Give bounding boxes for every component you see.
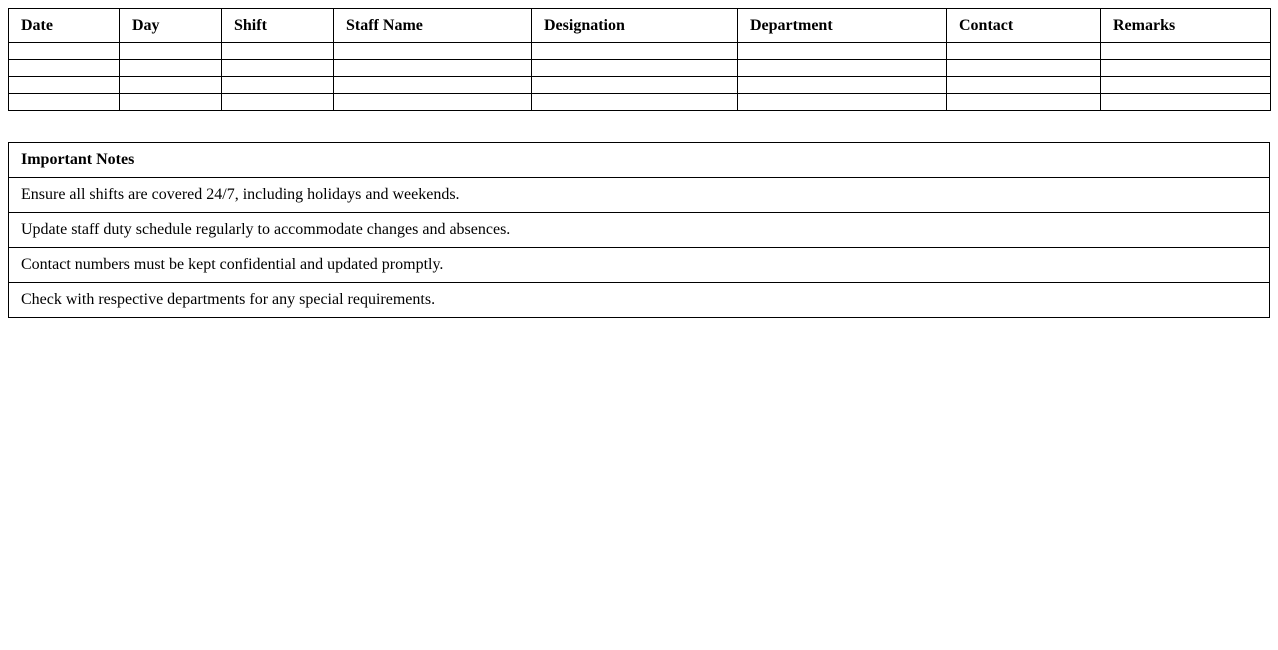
note-row [9, 283, 1270, 318]
table-row [9, 43, 1271, 60]
table-cell [1101, 43, 1271, 60]
table-cell [120, 94, 222, 111]
table-cell [9, 94, 120, 111]
note-item: Ensure all shifts are covered 24/7, including holidays and weekends. [9, 178, 1270, 213]
table-cell [334, 77, 532, 94]
table-row [9, 60, 1271, 77]
table-cell [120, 43, 222, 60]
table-cell [9, 60, 120, 77]
column-header-designation: Designation [532, 9, 738, 43]
table-cell [334, 43, 532, 60]
column-header-date: Date [9, 9, 120, 43]
table-cell [947, 60, 1101, 77]
column-header-staff-name: Staff Name [334, 9, 532, 43]
table-cell [222, 77, 334, 94]
column-header-remarks: Remarks [1101, 9, 1271, 43]
column-header-contact: Contact [947, 9, 1101, 43]
note-row [9, 213, 1270, 248]
table-cell [1101, 94, 1271, 111]
note-row [9, 248, 1270, 283]
staff-duty-schedule-table [8, 8, 1271, 111]
table-row [9, 94, 1271, 111]
table-cell [532, 77, 738, 94]
table-cell [738, 77, 947, 94]
note-item: Update staff duty schedule regularly to accommodate changes and absences. [9, 213, 1270, 248]
table-cell [222, 60, 334, 77]
table-cell [532, 60, 738, 77]
table-cell [334, 60, 532, 77]
table-header-row [9, 9, 1271, 43]
table-cell [947, 94, 1101, 111]
note-item: Contact numbers must be kept confidential and updated promptly. [9, 248, 1270, 283]
table-row [9, 77, 1271, 94]
notes-header-row [9, 143, 1270, 178]
table-cell [222, 94, 334, 111]
column-header-shift: Shift [222, 9, 334, 43]
important-notes-table [8, 142, 1270, 318]
column-header-day: Day [120, 9, 222, 43]
table-cell [1101, 77, 1271, 94]
note-row [9, 178, 1270, 213]
table-cell [738, 43, 947, 60]
column-header-department: Department [738, 9, 947, 43]
table-cell [947, 77, 1101, 94]
table-cell [532, 94, 738, 111]
table-cell [9, 77, 120, 94]
table-cell [947, 43, 1101, 60]
note-item: Check with respective departments for any special requirements. [9, 283, 1270, 318]
table-cell [1101, 60, 1271, 77]
table-cell [334, 94, 532, 111]
table-cell [222, 43, 334, 60]
table-cell [738, 94, 947, 111]
table-cell [532, 43, 738, 60]
table-cell [738, 60, 947, 77]
table-cell [120, 60, 222, 77]
notes-heading: Important Notes [9, 143, 1270, 178]
table-cell [120, 77, 222, 94]
table-cell [9, 43, 120, 60]
